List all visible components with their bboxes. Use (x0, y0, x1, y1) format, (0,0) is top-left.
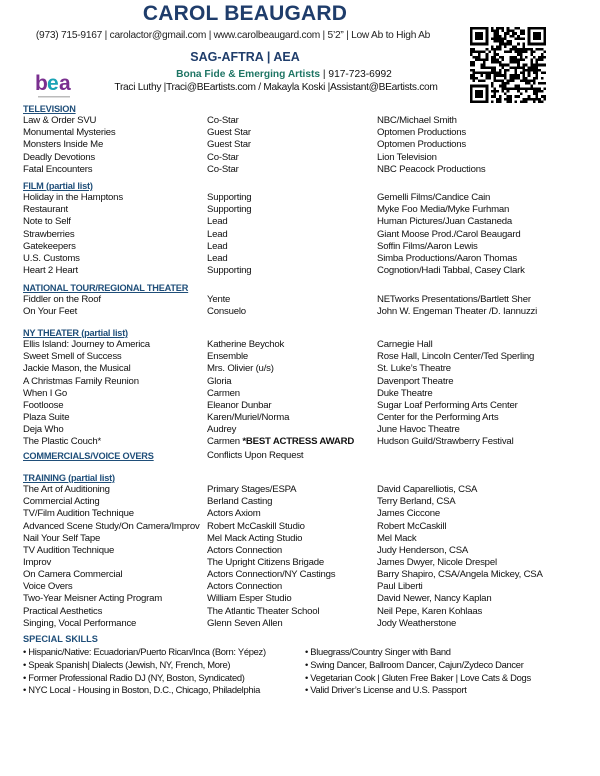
union-affiliations: SAG-AFTRA | AEA (190, 50, 300, 64)
credit-company: David Newer, Nancy Kaplan (377, 593, 492, 605)
credit-role (207, 400, 271, 412)
credit-title: U.S. Customs (23, 252, 80, 264)
credit-role-text: Actors Connection (207, 581, 282, 593)
credit-role (207, 152, 239, 164)
skill-text: Vegetarian Cook | Gluten Free Baker | Love Cats & Dogs (310, 671, 531, 683)
credit-title: Monsters Inside Me (23, 139, 104, 151)
credit-role-text: Katherine Beychok (207, 339, 285, 351)
agency-phone: | 917-723-6992 (320, 69, 392, 80)
credit-role (207, 557, 324, 569)
credit-row (23, 400, 583, 412)
skill-item (23, 671, 245, 684)
credit-title: Voice Overs (23, 581, 73, 593)
credit-row (23, 593, 583, 605)
credit-company: Paul Liberti (377, 581, 423, 593)
section-heading: TELEVISION (23, 104, 76, 114)
skill-text: Swing Dancer, Ballroom Dancer, Cajun/Zydeco Dancer (310, 658, 524, 670)
credit-row (23, 339, 583, 351)
credit-title: Heart 2 Heart (23, 264, 78, 276)
credit-role (207, 253, 228, 265)
credit-company: Jody Weatherstone (377, 617, 457, 629)
credit-role (207, 204, 251, 216)
credit-title: Sweet Smell of Success (23, 351, 122, 363)
credit-role-text: Mrs. Olivier (u/s) (207, 363, 274, 375)
credit-title: Practical Aesthetics (23, 605, 103, 617)
credit-role (207, 339, 284, 351)
credit-title: Gatekeepers (23, 240, 76, 252)
credit-company: Lion Television (377, 151, 437, 163)
credit-role-text: William Esper Studio (207, 593, 292, 605)
credit-row (23, 152, 583, 164)
credit-row (23, 412, 583, 424)
section-heading: NATIONAL TOUR/REGIONAL THEATER (23, 283, 189, 293)
credit-row (23, 533, 583, 545)
credit-title: Deadly Devotions (23, 151, 95, 163)
credit-title: Plaza Suite (23, 411, 70, 423)
credit-role (207, 115, 239, 127)
credit-row (23, 139, 583, 151)
bullet-icon: • (23, 671, 26, 683)
actor-name: CAROL BEAUGARD (142, 2, 348, 25)
credit-role (207, 533, 302, 545)
credit-company: Barry Shapiro, CSA/Angela Mickey, CSA (377, 569, 543, 581)
credit-company: NETworks Presentations/Bartlett Sher (377, 294, 531, 306)
bullet-icon: • (23, 658, 26, 670)
credit-title: Fiddler on the Roof (23, 294, 101, 306)
credit-role (207, 192, 251, 204)
credit-role-text: Berland Casting (207, 496, 273, 508)
section-heading-special-skills: SPECIAL SKILLS (23, 634, 98, 644)
credit-role (207, 127, 251, 139)
credit-row (23, 376, 583, 388)
credit-row (23, 606, 583, 618)
credit-row (23, 545, 583, 557)
credit-role-text: The Atlantic Theater School (207, 605, 320, 617)
credit-role (207, 294, 230, 306)
credit-title: Restaurant (23, 204, 68, 216)
credit-row (23, 484, 583, 496)
credit-role-text: Consuelo (207, 306, 246, 318)
credit-title: On Your Feet (23, 306, 78, 318)
bea-logo (34, 68, 74, 102)
credit-company: Myke Foo Media/Myke Furhman (377, 204, 510, 216)
credit-role (207, 139, 251, 151)
credit-role (207, 593, 292, 605)
credit-role (207, 229, 228, 241)
credit-role-text: Lead (207, 228, 228, 240)
section-heading: FILM (partial list) (23, 181, 93, 191)
credit-role-text: Eleanor Dunbar (207, 399, 272, 411)
credit-role (207, 508, 261, 520)
credit-title: Improv (23, 556, 52, 568)
credit-role (207, 363, 274, 375)
credit-company: St. Luke’s Theatre (377, 363, 451, 375)
credit-company: Robert McCaskill (377, 520, 447, 532)
credit-row (23, 127, 583, 139)
award-note: *BEST ACTRESS AWARD (242, 436, 355, 448)
section-film-partial-list (23, 180, 583, 277)
section-commercials-voice-overs (23, 450, 583, 462)
credit-title: Singing, Vocal Performance (23, 617, 137, 629)
section-heading: COMMERCIALS/VOICE OVERS (23, 451, 154, 461)
credit-company: Mel Mack (377, 532, 417, 544)
credit-role (207, 545, 282, 557)
credit-company: Neil Pepe, Karen Kohlaas (377, 605, 483, 617)
bullet-icon: • (23, 646, 26, 657)
credit-company: Giant Moose Prod./Carol Beaugard (377, 228, 521, 240)
credit-role-text: Lead (207, 252, 228, 264)
section-heading: TRAINING (partial list) (23, 473, 115, 483)
credit-role (207, 241, 228, 253)
credit-title: Jackie Mason, the Musical (23, 363, 131, 375)
credit-role-text: Supporting (207, 192, 252, 204)
credit-company: Sugar Loaf Performing Arts Center (377, 399, 518, 411)
credit-role-text: Co-Star (207, 151, 239, 163)
credit-company: Carnegie Hall (377, 339, 433, 351)
credit-row (23, 496, 583, 508)
credit-role-text: Co-Star (207, 115, 239, 127)
credit-company: James Dwyer, Nicole Drespel (377, 556, 497, 568)
qr-code[interactable] (470, 27, 546, 103)
skill-item (23, 645, 266, 658)
credit-row (23, 424, 583, 436)
credit-company: James Ciccone (377, 508, 440, 520)
skill-item (305, 671, 531, 684)
credit-role-text: Supporting (207, 264, 252, 276)
credit-row (23, 508, 583, 520)
skill-text: Former Professional Radio DJ (NY, Boston, Syndicated) (28, 671, 245, 683)
skill-text: Hispanic/Native: Ecuadorian/Puerto Rican/Inca (Born: Yépez) (28, 646, 266, 657)
credit-role (207, 436, 354, 448)
skill-item (23, 658, 230, 671)
credit-title: Two-Year Meisner Acting Program (23, 593, 163, 605)
credit-role-text: Actors Axiom (207, 508, 261, 520)
credit-company: Optomen Productions (377, 139, 466, 151)
credit-role-text: The Upright Citizens Brigade (207, 556, 325, 568)
credit-company: John W. Engeman Theater /D. Iannuzzi (377, 306, 538, 318)
credit-row (23, 229, 583, 241)
credit-company: Simba Productions/Aaron Thomas (377, 252, 517, 264)
credit-company: Duke Theatre (377, 387, 433, 399)
credit-row (23, 388, 583, 400)
svg-text:a: a (59, 72, 71, 95)
section-national-tour-regional-theater (23, 282, 583, 318)
credit-row (23, 216, 583, 228)
credit-role-text: Lead (207, 240, 228, 252)
credit-role (207, 496, 272, 508)
credit-title: Ellis Island: Journey to America (23, 339, 150, 351)
skill-text: Bluegrass/Country Singer with Band (310, 646, 451, 657)
credit-role-text: Co-Star (207, 163, 239, 175)
credit-role (207, 306, 246, 318)
credit-role (207, 618, 283, 630)
credit-company: Soffin Films/Aaron Lewis (377, 240, 478, 252)
credit-title: Advanced Scene Study/On Camera/Improv (23, 520, 200, 532)
section-note: Conflicts Upon Request (207, 450, 304, 461)
credit-role-text: Lead (207, 216, 228, 228)
credit-row (23, 253, 583, 265)
credit-role (207, 569, 335, 581)
credit-role (207, 265, 251, 277)
credit-role-text: Primary Stages/ESPA (207, 484, 297, 496)
bullet-icon: • (305, 684, 308, 696)
credit-company: NBC/Michael Smith (377, 115, 457, 127)
skill-item (305, 658, 524, 671)
credit-title: Note to Self (23, 216, 71, 228)
credit-company: Rose Hall, Lincoln Center/Ted Sperling (377, 351, 535, 363)
credit-role-text: Ensemble (207, 351, 249, 363)
credit-role (207, 606, 319, 618)
credit-company: Optomen Productions (377, 127, 466, 139)
credit-title: When I Go (23, 387, 68, 399)
credit-row (23, 115, 583, 127)
credit-role (207, 376, 231, 388)
credit-row (23, 436, 583, 448)
credit-role (207, 388, 240, 400)
credit-role-text: Mel Mack Acting Studio (207, 532, 303, 544)
credit-title: Strawberries (23, 228, 75, 240)
credit-row (23, 192, 583, 204)
section-television (23, 103, 583, 176)
credit-role-text: Robert McCaskill Studio (207, 520, 305, 532)
credit-company: Center for the Performing Arts (377, 411, 499, 423)
credit-title: On Camera Commercial (23, 569, 123, 581)
credit-role-text: Actors Connection/NY Castings (207, 569, 336, 581)
credit-role (207, 424, 236, 436)
credit-row (23, 164, 583, 176)
credit-row (23, 351, 583, 363)
credit-company: NBC Peacock Productions (377, 163, 486, 175)
credit-row (23, 557, 583, 569)
bullet-icon: • (305, 646, 308, 657)
credit-row (23, 569, 583, 581)
credit-title: TV Audition Technique (23, 544, 115, 556)
credit-title: Monumental Mysteries (23, 127, 116, 139)
credit-role (207, 581, 282, 593)
credit-role-text: Supporting (207, 204, 252, 216)
credit-role (207, 351, 248, 363)
svg-text:e: e (47, 72, 59, 95)
credit-company: Cognotion/Hadi Tabbal, Casey Clark (377, 264, 525, 276)
bullet-icon: • (23, 684, 26, 696)
credit-role-text: Gloria (207, 375, 232, 387)
contact-line: (973) 715-9167 | carolactor@gmail.com | www.carolbeaugard.com | 5’2” | Low Ab to High Ab (35, 30, 431, 41)
credit-role (207, 521, 305, 533)
credit-title: Commercial Acting (23, 496, 100, 508)
credit-row (23, 294, 583, 306)
skill-item (305, 645, 451, 658)
credit-row (23, 618, 583, 630)
credit-title: Deja Who (23, 424, 64, 436)
credit-title: Nail Your Self Tape (23, 532, 101, 544)
skill-text: NYC Local - Housing in Boston, D.C., Chicago, Philadelphia (28, 684, 260, 696)
credit-role (207, 216, 228, 228)
credit-row (23, 363, 583, 375)
skill-item (23, 683, 260, 696)
credit-row (23, 241, 583, 253)
credit-company: Hudson Guild/Strawberry Festival (377, 436, 514, 448)
agency-name: Bona Fide & Emerging Artists (176, 69, 321, 80)
credit-title: TV/Film Audition Technique (23, 508, 134, 520)
credit-company: Terry Berland, CSA (377, 496, 456, 508)
credit-row (23, 521, 583, 533)
credit-company: David Caparelliotis, CSA (377, 484, 478, 496)
section-ny-theater-partial-list (23, 327, 583, 448)
credit-role-text: Audrey (207, 424, 237, 436)
credit-role (207, 484, 296, 496)
credit-row (23, 306, 583, 318)
bullet-icon: • (305, 671, 308, 683)
bullet-icon: • (305, 658, 308, 670)
credit-title: The Plastic Couch* (23, 436, 101, 448)
skill-text: Valid Driver’s License and U.S. Passport (310, 684, 467, 696)
svg-text:b: b (35, 72, 48, 95)
credit-title: The Art of Auditioning (23, 484, 110, 496)
credit-row (23, 204, 583, 216)
credit-role (207, 412, 289, 424)
credit-role-text: Carmen (207, 387, 240, 399)
credit-company: Davenport Theatre (377, 375, 454, 387)
credit-title: Holiday in the Hamptons (23, 192, 123, 204)
agency-line (84, 69, 484, 80)
credit-role-text: Guest Star (207, 127, 251, 139)
credit-row (23, 265, 583, 277)
credit-role (207, 164, 239, 176)
credit-role-text: Karen/Muriel/Norma (207, 411, 290, 423)
credit-row (23, 581, 583, 593)
credit-role-text: Actors Connection (207, 544, 282, 556)
credit-role-text: Glenn Seven Allen (207, 617, 283, 629)
credit-company: Gemelli Films/Candice Cain (377, 192, 491, 204)
credit-company: June Havoc Theatre (377, 424, 460, 436)
credit-title: Footloose (23, 399, 64, 411)
skill-item (305, 683, 467, 696)
credit-title: Law & Order SVU (23, 115, 97, 127)
credit-role-text: Yente (207, 294, 231, 306)
credit-title: Fatal Encounters (23, 163, 93, 175)
credit-company: Judy Henderson, CSA (377, 544, 469, 556)
credit-title: A Christmas Family Reunion (23, 375, 139, 387)
section-training-partial-list (23, 472, 583, 630)
skill-text: Speak Spanish| Dialects (Jewish, NY, French, More) (28, 658, 231, 670)
credit-company: Human Pictures/Juan Castaneda (377, 216, 512, 228)
credit-role-text: Carmen (207, 436, 243, 448)
credit-role-text: Guest Star (207, 139, 251, 151)
section-heading: NY THEATER (partial list) (23, 328, 128, 338)
agent-contacts: Traci Luthy |Traci@BEartists.com / Makayla Koski |Assistant@BEartists.com (114, 82, 438, 93)
